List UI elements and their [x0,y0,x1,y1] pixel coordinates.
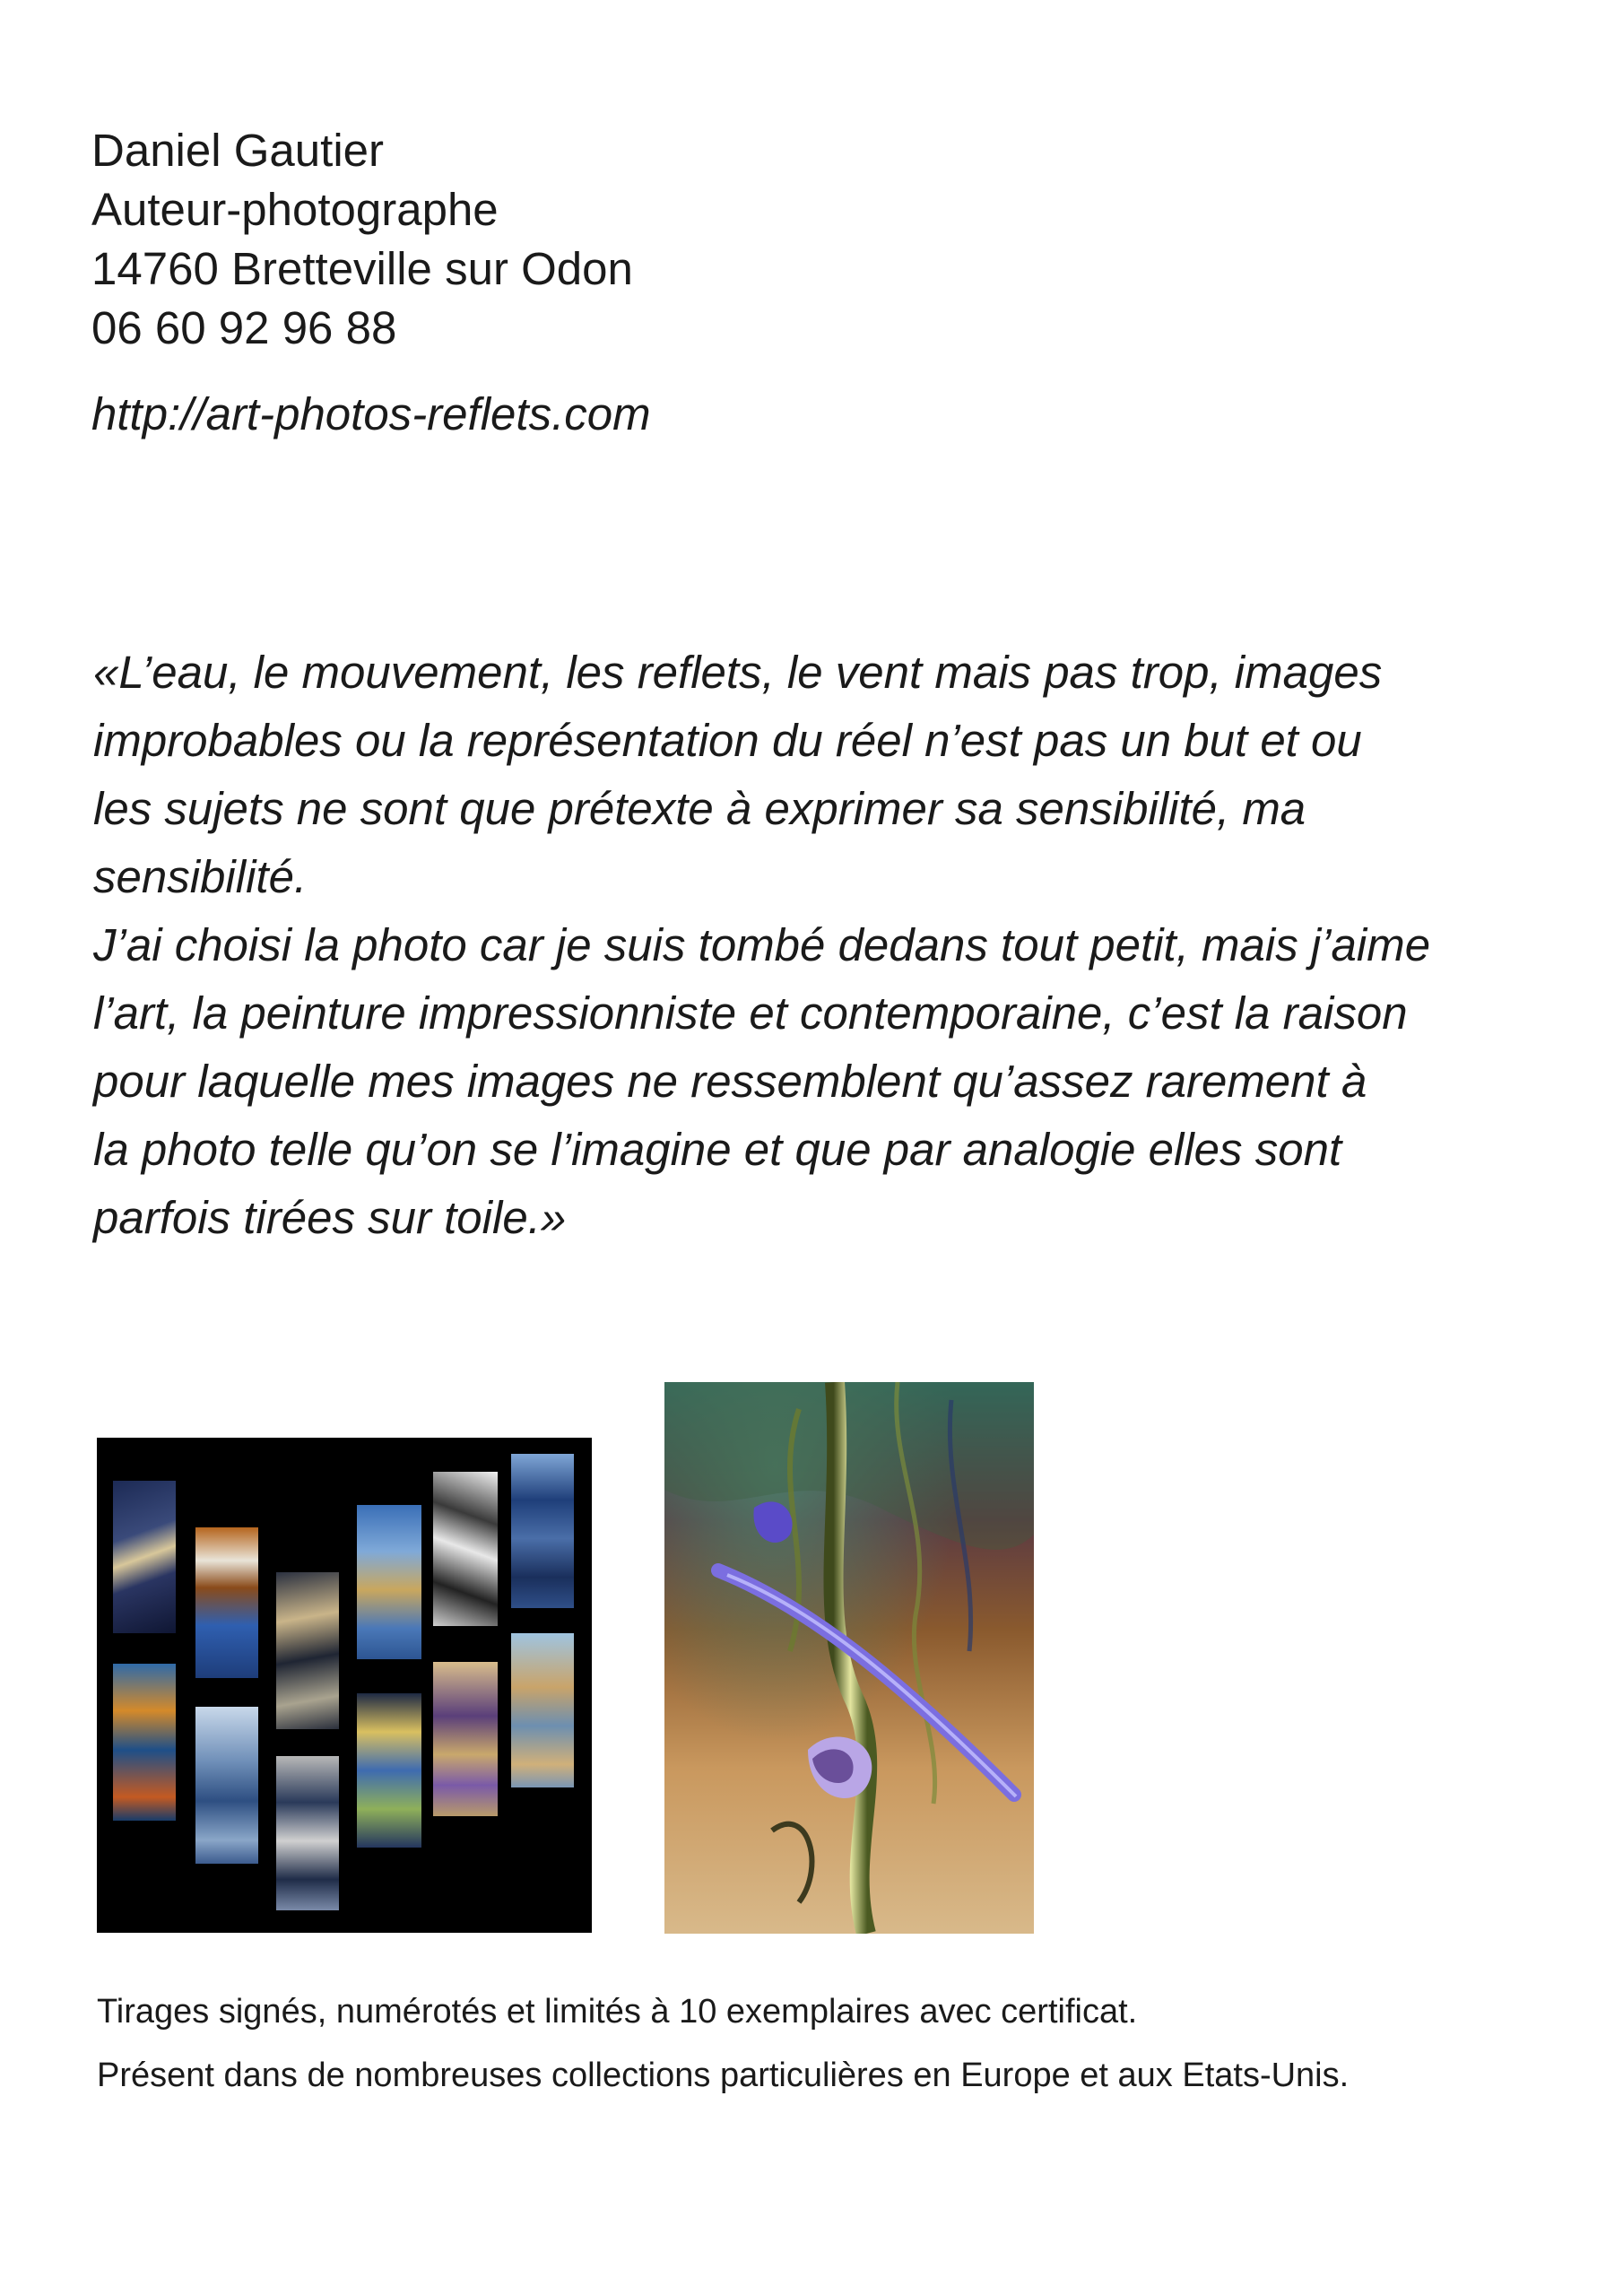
photo-strip [113,1664,176,1821]
quote-line: pour laquelle mes images ne ressemblent qu’assez rarement à [93,1056,1367,1107]
quote-line: improbables ou la représentation du réel n’est pas un but et ou [93,715,1362,766]
caption-editions: Tirages signés, numérotés et limités à 10 exemplaires avec certificat. [97,1993,1138,2031]
quote-line: l’art, la peinture impressionniste et contemporaine, c’est la raison [93,987,1408,1039]
quote-line: parfois tirées sur toile.» [93,1192,567,1243]
quote-line: la photo telle qu’on se l’imagine et que par analogie elles sont [93,1124,1342,1175]
author-title: Auteur-photographe [91,184,499,235]
website-link[interactable]: http://art-photos-reflets.com [91,388,651,439]
artwork-image [664,1382,1034,1934]
author-phone: 06 60 92 96 88 [91,302,397,353]
author-name: Daniel Gautier [91,125,384,176]
photo-strip [511,1454,574,1608]
quote-line: les sujets ne sont que prétexte à exprimer sa sensibilité, ma [93,783,1306,834]
photo-strip [433,1472,498,1626]
photo-strip [195,1707,258,1864]
photo-strip [276,1756,339,1910]
photo-strip [195,1527,258,1678]
photo-strip [357,1505,421,1659]
quote-line: «L’eau, le mouvement, les reflets, le vent mais pas trop, images [93,647,1383,698]
caption-collections: Présent dans de nombreuses collections particulières en Europe et aux Etats-Unis. [97,2057,1350,2094]
photo-strip [433,1662,498,1816]
photo-strip [357,1693,421,1848]
featured-artwork [664,1382,1034,1934]
contact-block [91,121,633,358]
photo-strip [113,1481,176,1633]
quote-line: sensibilité. [93,851,308,902]
photo-strip [276,1572,339,1729]
quote-line: J’ai choisi la photo car je suis tombé dedans tout petit, mais j’aime [93,919,1431,970]
photo-strip [511,1633,574,1787]
photo-mosaic [97,1438,592,1933]
author-address: 14760 Bretteville sur Odon [91,243,633,294]
artist-quote [93,639,1600,1252]
